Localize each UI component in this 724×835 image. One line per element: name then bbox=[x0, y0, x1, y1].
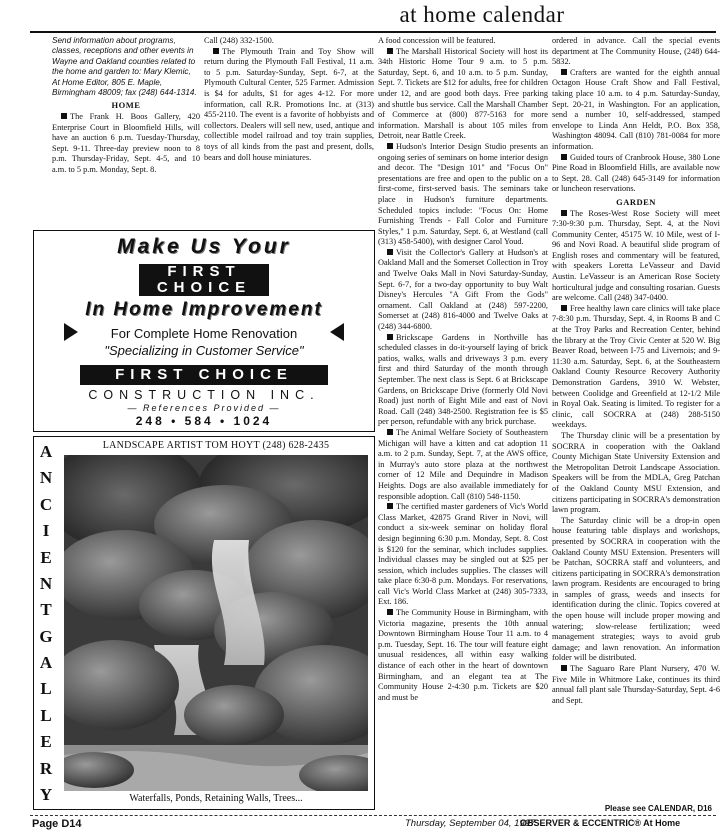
advertisement-first-choice bbox=[33, 230, 375, 432]
waterfall-photo bbox=[64, 455, 368, 791]
ad-vertical-letter: C bbox=[39, 494, 53, 514]
ad-vertical-letter: A bbox=[39, 442, 53, 461]
bullet-square-icon bbox=[387, 48, 393, 54]
ad-vertical-letter: N bbox=[39, 468, 53, 488]
bullet-square-icon bbox=[387, 609, 393, 615]
ad-choice-word: CHOICE bbox=[156, 279, 252, 296]
issue-date: Thursday, September 04, 1997 bbox=[405, 818, 536, 829]
listing: Visit the Collector's Gallery at Hudson's at Oakland Mall and the Somerset Collection in Troy and Twelve Oaks Mall in Novi Saturday-Sunday, Sept. 6-7, for a two-day opportunity to buy Walt Disney's Hercules "A Gift From the Gods" ornament. Call Oakland at (248) 597-2200, Somerset at (248) 816-4000 and Twelve Oaks at (248) 344-6800. bbox=[378, 247, 548, 332]
listing: The Saguaro Rare Plant Nursery, 470 W. Five Mile in Whitmore Lake, continues its third annual fall plant sale Thursday-Saturday, Sept. 4-6 and Sept. bbox=[552, 664, 720, 705]
listing: The Saturday clinic will be a drop-in open house featuring table displays and workshops, presented by SOCRRA in cooperation with the Oakland County MSU Extension. Presenters will be Patchan, SOCRRA staff and volunteers, and citizens participating in SOCRRA's demonstration lawn program. Residents are encouraged to bring in samples of grass, weeds and insects for identification during the clinic. Topics covered at the open house will include proper mowing and watering; slow-release fertilization; weed management strategies; ways to avoid grub damage; and lawn renovation. An information folder will be distributed. bbox=[552, 515, 720, 663]
ad-vertical-letter: T bbox=[40, 600, 52, 620]
ad-phone: 248 • 584 • 1024 bbox=[135, 414, 273, 428]
listing: Crafters are wanted for the eighth annual Octagon House Craft Show and Fall Festival, taking place 10 a.m. to 4 p.m. Saturday-Sunday, Sept. 20-21, in Washington. For an application, send a number 10, self-addressed, stamped envelope to Linda Ann Heldt, P.O. Box 358, Washington 48094. Call (810) 781-0084 for more information. bbox=[552, 67, 720, 151]
submission-info: Send information about programs, classes, receptions and other events in Wayne and Oakland counties related to the home and garden to: Mary Klemic, At Home Editor, 805 E. Maple, Birmingham 48009; fax (248) 644-1314. bbox=[52, 36, 197, 98]
ad-vertical-letter: A bbox=[39, 653, 53, 672]
bullet-square-icon bbox=[387, 503, 393, 509]
listing: The Community House in Birmingham, with Victoria magazine, presents the 10th annual Downtown Birmingham House Tour 11 a.m. to 4 p.m. Tuesday, Sept. 16. The tour will feature eight unusual residences, all within easy walking distance of each other in the heart of downtown Birmingham, and an elegant tea at The Community House 2-4:30 p.m. Tickets are $20 and must be bbox=[378, 608, 548, 702]
ad-first-choice-box bbox=[139, 264, 269, 296]
ad-vertical-letter: L bbox=[40, 705, 52, 725]
column-2 bbox=[204, 36, 374, 226]
listing-continued: A food concession will be featured. bbox=[378, 36, 496, 45]
listing: The Animal Welfare Society of Southeastern Michigan will have a kitten and cat adoption 11 a.m. to 2 p.m. Sunday, Sept. 7, at the AWS office, in Murray's auto store plaza at the northwest corner of 12 Mile and Dequindre in Madison Heights. Dogs are also available immediately for responsible adoption. Call (810) 548-1150. bbox=[378, 427, 548, 501]
bullet-square-icon bbox=[561, 69, 567, 75]
bullet-square-icon bbox=[387, 249, 393, 255]
ad-vertical-letter: E bbox=[40, 732, 52, 752]
listing-continued: ordered in advance. Call the special events department at The Community House, (248) 644-5832. bbox=[552, 36, 720, 67]
listing: Free healthy lawn care clinics will take place 7-8:30 p.m. Thursday, Sept. 4, in Rooms B and C at the Troy Parks and Recreation Center, behind the library at the Troy Civic Center at 520 W. Big Beaver Road, between I-75 and Livernois; and 9-11:30 a.m. Saturday, Sept. 6, at the Southeastern Oakland County Resource Recovery Authority Demonstration Gardens, 3910 W. Webster, between Coolidge and Greenfield at 12-1/2 Mile in Royal Oak. Seating is limited. To register for a clinic, call SOCRRA at (248) 288-5150 weekdays. bbox=[552, 303, 720, 430]
section-heading-home: HOME bbox=[111, 100, 141, 111]
listing: Brickscape Gardens in Northville has scheduled classes in do-it-yourself laying of brick patios, walks, walls and driveways 3 p.m. every first and third Saturday of the month through September. The next class is Sept. 6 at Brickscape Gardens, on Brickscape Drive (formerly Old Novi Road) just north of Eight Mile and east of Novi Road. Call (248) 348-2500. Registration fee is $5 per person, refundable with any brick purchase. bbox=[378, 332, 548, 427]
advertisement-ancient-gallery bbox=[33, 436, 375, 810]
bullet-square-icon bbox=[387, 143, 393, 149]
publication-name: OBSERVER & ECCENTRIC® At Home bbox=[520, 818, 681, 828]
column-4 bbox=[552, 36, 720, 826]
ad-vertical-letter: L bbox=[40, 679, 52, 699]
ad-caption-bottom: Waterfalls, Ponds, Retaining Walls, Trees... bbox=[129, 793, 303, 804]
column-3 bbox=[378, 36, 548, 826]
continued-notice[interactable]: Please see CALENDAR, D16 bbox=[604, 804, 712, 813]
ad-company: CONSTRUCTION INC. bbox=[88, 388, 320, 402]
listing: The Roses-West Rose Society will meet 7:30-9:30 p.m. Thursday, Sept. 4, at the Novi Community Center, 45175 W. 10 Mile, west of I-96 and Novi Road. A beautiful slide program of English roses and commentary will be featured, with speakers Loretta LeVasseur and David Austin. LeVasseur is an American Rose Society horticultural judge and consulting rosarian. Guests are welcome. Call (248) 347-0400. bbox=[552, 208, 720, 303]
bullet-square-icon bbox=[61, 113, 67, 119]
ad-slogan: "Specializing in Customer Service" bbox=[104, 343, 304, 358]
ad-first-word: FIRST bbox=[167, 263, 241, 280]
ad-caption-top: LANDSCAPE ARTIST TOM HOYT (248) 628-2435 bbox=[102, 440, 330, 451]
bullet-square-icon bbox=[561, 305, 567, 311]
bullet-square-icon bbox=[213, 48, 219, 54]
listing: Hudson's Interior Design Studio presents an ongoing series of seminars on home interior design and decor. The "Design 101" and "Focus On" presentations are free and open to the public on a first-come, first-served basis. The seminars take place in Hudson's furniture departments. Scheduled topics include: "Focus On: Home Furnishing Trends - Fall Color and Furniture Styles," 1 p.m. Saturday, Sept. 6, at Westland (call (313) 458-5400), with designer Carol Youd. bbox=[378, 141, 548, 247]
ad-references: — References Provided — bbox=[127, 403, 281, 413]
ad-vertical-letter: E bbox=[40, 547, 52, 567]
waterfall-photo-illustration bbox=[64, 455, 368, 791]
ad-tagline: For Complete Home Renovation bbox=[110, 326, 298, 341]
bullet-square-icon bbox=[387, 429, 393, 435]
ad-headline: Make Us Your bbox=[117, 235, 291, 258]
ad-vertical-letter: Y bbox=[39, 784, 53, 804]
listing: The certified master gardeners of Vic's World Class Market, 42875 Grand River in Novi, will conduct a six-week seminar on holiday floral design beginning 6:30 p.m. Monday, Sept. 8. Cost is $120 for the seminar, which includes supplies. Individual classes may be singled out at $25 per session, which includes supplies. The classes will take place 6:30-8 p.m. Mondays. For reservations, call Vic's World Class Market at (248) 305-7333, Ext. 186. bbox=[378, 502, 548, 607]
listing-continued: Call (248) 332-1500. bbox=[204, 36, 274, 45]
listing: The Plymouth Train and Toy Show will return during the Plymouth Fall Festival, 11 a.m. to 5 p.m. Saturday-Sunday, Sept. 6-7, at the Plymouth Cultural Center, 525 Farmer. Admission is $4 for adults, $1 for ages 4-12. For more information, call R.R. Promotions Inc. at (313) 455-2110. The event is a favorite of hobbyists and collectors. Dealers will sell new, used, antique and collectible model railroad and toy train supplies, toys of all kinds from the past and present, dolls, bears and doll house miniatures. bbox=[204, 46, 374, 162]
ad-vertical-letter: R bbox=[39, 758, 53, 778]
ad-brand-bar: FIRST CHOICE bbox=[80, 365, 328, 385]
bullet-square-icon bbox=[561, 665, 567, 671]
listing: The Frank H. Boos Gallery, 420 Enterprise Court in Bloomfield Hills, will have an auction 6 p.m. Tuesday-Thursday, Sept. 9-11. Three-day preview noon to 8 p.m. Thursday-Friday, Sept. 4-5, and 10 a.m. to 5 p.m. Monday, Sept. 8. bbox=[52, 112, 200, 174]
bullet-square-icon bbox=[561, 154, 567, 160]
footer-rule bbox=[30, 815, 716, 816]
column-1 bbox=[52, 36, 200, 226]
page-number: Page D14 bbox=[32, 818, 82, 830]
bullet-square-icon bbox=[561, 210, 567, 216]
ad-vertical-letter: N bbox=[39, 573, 53, 593]
header-rule bbox=[30, 31, 716, 33]
ad-vertical-title bbox=[34, 437, 58, 809]
page-title: at home calendar bbox=[399, 2, 565, 27]
ad-vertical-letter: G bbox=[39, 626, 53, 646]
listing: Guided tours of Cranbrook House, 380 Lone Pine Road in Bloomfield Hills, are available now to Sept. 28. Call (248) 645-3149 for information or luncheon reservations. bbox=[552, 152, 720, 194]
listing: The Marshall Historical Society will host its 34th Historic Home Tour 9 a.m. to 5 p.m. Saturday, Sept. 6, and 10 a.m. to 5 p.m. Sunday, Sept. 7. Tickets are $12 for adults, free for children under 12, and are good both days. Free parking and shuttle bus service. Call the Marshall Chamber of Commerce at (800) 877-5163 for more information. Marshall is about 105 miles from Detroit, near Battle Creek. bbox=[378, 46, 548, 141]
section-heading-garden: GARDEN bbox=[616, 196, 656, 207]
ad-vertical-letter: I bbox=[42, 521, 50, 541]
bullet-square-icon bbox=[387, 334, 393, 340]
ad-improvement: In Home Improvement bbox=[85, 299, 323, 320]
listing: The Thursday clinic will be a presentation by SOCRRA in cooperation with the Oakland County Michigan State University Extension and the Metropolitan Detroit Landscape Association. Speakers will be from the MDLA, Greg Patchan of the Oakland County MSU Extension, and citizens participating in SOCRRA's demonstration lawn program. bbox=[552, 430, 720, 515]
